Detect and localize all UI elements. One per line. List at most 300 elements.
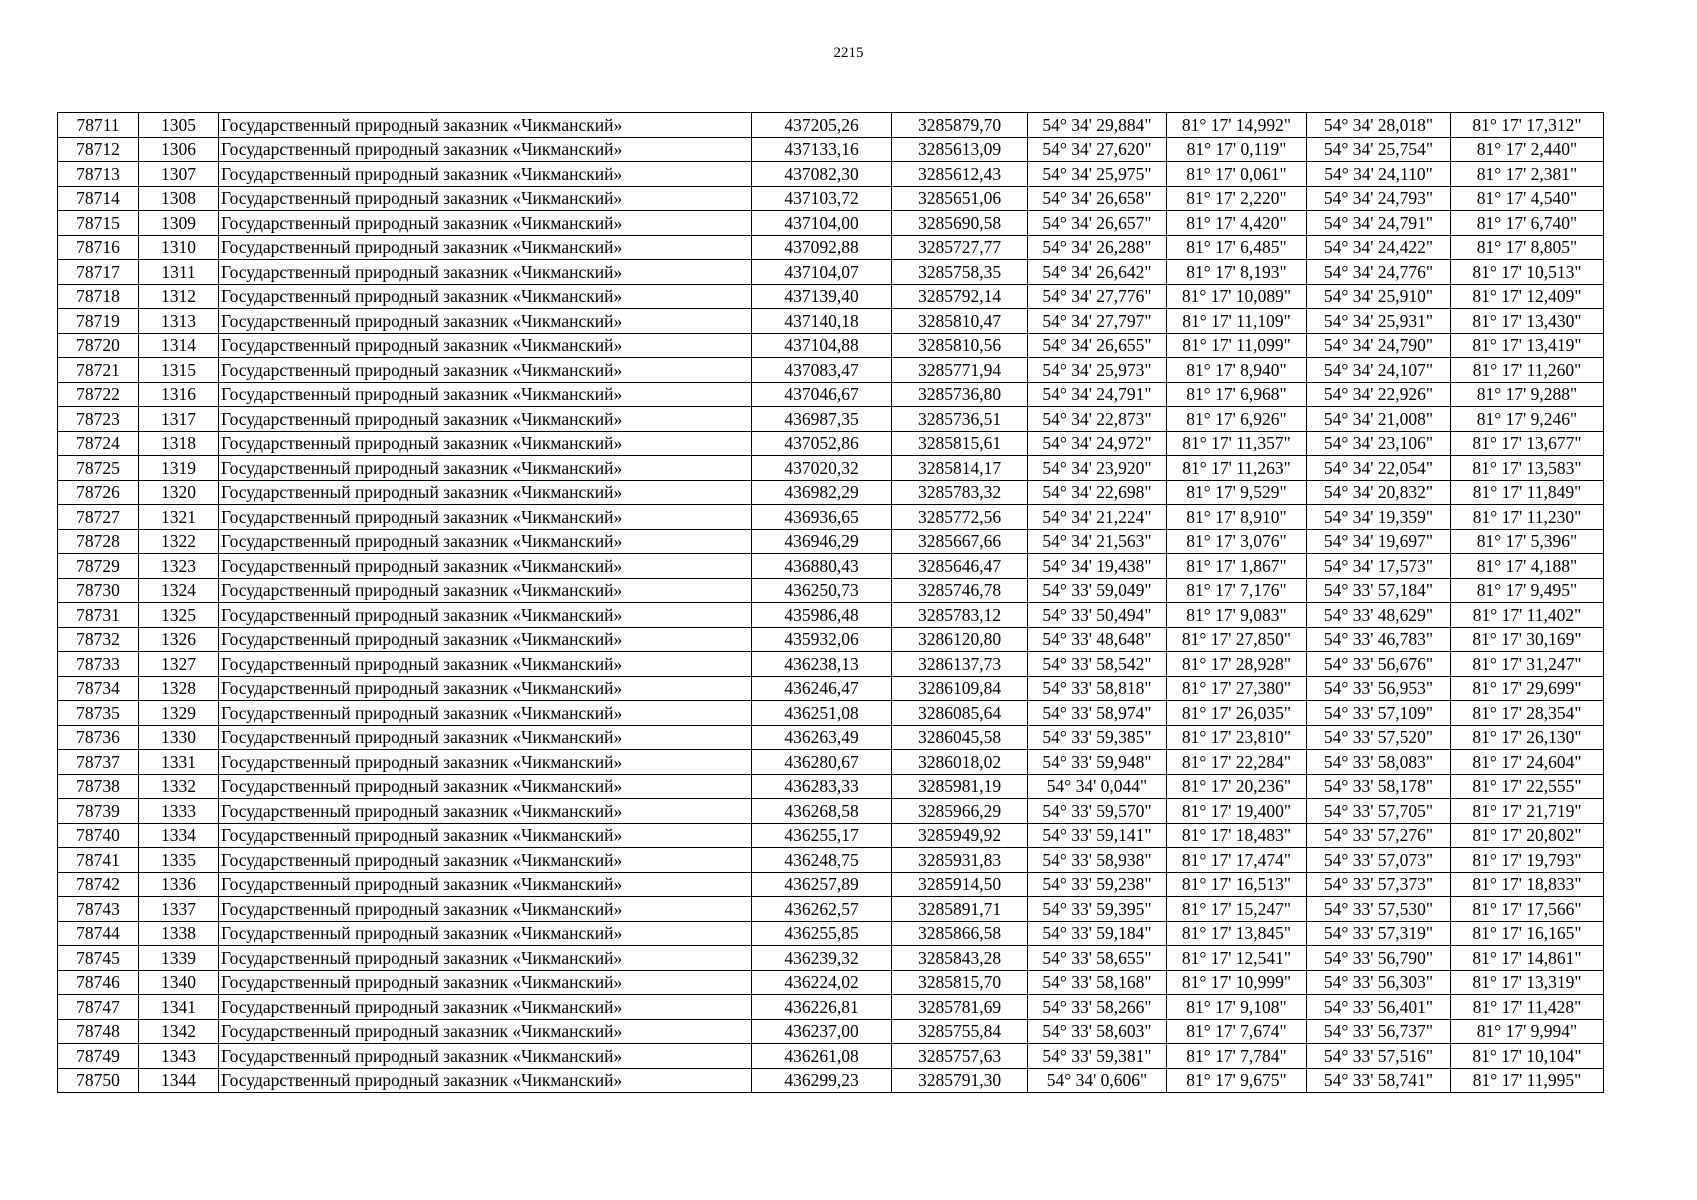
cell-object-name: Государственный природный заказник «Чикманский» [219, 627, 752, 652]
cell-record-number: 78718 [58, 284, 139, 309]
cell-coord-x: 435986,48 [752, 603, 892, 628]
cell-coord-x: 436280,67 [752, 750, 892, 775]
cell-latitude-2: 54° 34' 24,107" [1307, 358, 1451, 383]
cell-object-name: Государственный природный заказник «Чикманский» [219, 260, 752, 285]
cell-coord-y: 3286137,73 [892, 652, 1028, 677]
table-row [58, 701, 1604, 726]
cell-latitude-2: 54° 33' 57,073" [1307, 848, 1451, 873]
cell-point-number: 1311 [139, 260, 219, 285]
cell-longitude-2: 81° 17' 31,247" [1451, 652, 1604, 677]
cell-longitude-2: 81° 17' 13,430" [1451, 309, 1604, 334]
cell-latitude-1: 54° 33' 59,381" [1028, 1044, 1167, 1069]
cell-point-number: 1334 [139, 823, 219, 848]
table-row [58, 407, 1604, 432]
cell-record-number: 78723 [58, 407, 139, 432]
cell-record-number: 78721 [58, 358, 139, 383]
cell-coord-y: 3285746,78 [892, 578, 1028, 603]
cell-coord-y: 3285771,94 [892, 358, 1028, 383]
cell-coord-x: 436299,23 [752, 1068, 892, 1093]
cell-point-number: 1343 [139, 1044, 219, 1069]
cell-latitude-2: 54° 33' 57,109" [1307, 701, 1451, 726]
cell-longitude-1: 81° 17' 28,928" [1167, 652, 1307, 677]
cell-object-name: Государственный природный заказник «Чикманский» [219, 946, 752, 971]
cell-object-name: Государственный природный заказник «Чикманский» [219, 897, 752, 922]
cell-longitude-2: 81° 17' 11,402" [1451, 603, 1604, 628]
cell-point-number: 1324 [139, 578, 219, 603]
cell-latitude-2: 54° 34' 28,018" [1307, 113, 1451, 138]
cell-longitude-1: 81° 17' 6,926" [1167, 407, 1307, 432]
cell-object-name: Государственный природный заказник «Чикманский» [219, 480, 752, 505]
table-row [58, 505, 1604, 530]
table-row [58, 872, 1604, 897]
cell-latitude-2: 54° 33' 57,516" [1307, 1044, 1451, 1069]
table-row [58, 456, 1604, 481]
cell-longitude-2: 81° 17' 9,994" [1451, 1019, 1604, 1044]
cell-coord-x: 437092,88 [752, 235, 892, 260]
cell-longitude-1: 81° 17' 23,810" [1167, 725, 1307, 750]
cell-record-number: 78716 [58, 235, 139, 260]
cell-latitude-2: 54° 33' 57,373" [1307, 872, 1451, 897]
cell-longitude-2: 81° 17' 9,246" [1451, 407, 1604, 432]
cell-coord-x: 437104,00 [752, 211, 892, 236]
cell-longitude-1: 81° 17' 8,193" [1167, 260, 1307, 285]
cell-coord-x: 437052,86 [752, 431, 892, 456]
cell-coord-x: 437046,67 [752, 382, 892, 407]
cell-latitude-1: 54° 33' 58,168" [1028, 970, 1167, 995]
cell-longitude-1: 81° 17' 19,400" [1167, 799, 1307, 824]
page-number: 2215 [833, 45, 864, 61]
cell-point-number: 1325 [139, 603, 219, 628]
table-row [58, 480, 1604, 505]
cell-latitude-2: 54° 33' 56,790" [1307, 946, 1451, 971]
cell-latitude-2: 54° 34' 24,422" [1307, 235, 1451, 260]
cell-point-number: 1314 [139, 333, 219, 358]
cell-object-name: Государственный природный заказник «Чикманский» [219, 456, 752, 481]
cell-record-number: 78750 [58, 1068, 139, 1093]
cell-record-number: 78745 [58, 946, 139, 971]
cell-longitude-1: 81° 17' 4,420" [1167, 211, 1307, 236]
cell-latitude-1: 54° 33' 59,184" [1028, 921, 1167, 946]
cell-latitude-1: 54° 33' 58,974" [1028, 701, 1167, 726]
table-row [58, 603, 1604, 628]
cell-object-name: Государственный природный заказник «Чикманский» [219, 1044, 752, 1069]
cell-longitude-1: 81° 17' 22,284" [1167, 750, 1307, 775]
cell-coord-y: 3285891,71 [892, 897, 1028, 922]
cell-longitude-2: 81° 17' 9,288" [1451, 382, 1604, 407]
table-row [58, 1044, 1604, 1069]
cell-longitude-2: 81° 17' 12,409" [1451, 284, 1604, 309]
cell-longitude-1: 81° 17' 7,674" [1167, 1019, 1307, 1044]
cell-longitude-1: 81° 17' 0,061" [1167, 162, 1307, 187]
cell-longitude-1: 81° 17' 20,236" [1167, 774, 1307, 799]
cell-point-number: 1333 [139, 799, 219, 824]
table-row [58, 676, 1604, 701]
cell-latitude-2: 54° 34' 19,359" [1307, 505, 1451, 530]
cell-coord-y: 3285755,84 [892, 1019, 1028, 1044]
table-row [58, 529, 1604, 554]
cell-record-number: 78737 [58, 750, 139, 775]
cell-point-number: 1310 [139, 235, 219, 260]
cell-longitude-2: 81° 17' 13,583" [1451, 456, 1604, 481]
cell-longitude-2: 81° 17' 6,740" [1451, 211, 1604, 236]
cell-point-number: 1327 [139, 652, 219, 677]
cell-object-name: Государственный природный заказник «Чикманский» [219, 358, 752, 383]
cell-latitude-1: 54° 34' 19,438" [1028, 554, 1167, 579]
cell-longitude-2: 81° 17' 11,849" [1451, 480, 1604, 505]
cell-latitude-2: 54° 33' 48,629" [1307, 603, 1451, 628]
cell-object-name: Государственный природный заказник «Чикманский» [219, 529, 752, 554]
cell-coord-y: 3285781,69 [892, 995, 1028, 1020]
cell-latitude-1: 54° 33' 59,238" [1028, 872, 1167, 897]
cell-object-name: Государственный природный заказник «Чикманский» [219, 970, 752, 995]
cell-coord-y: 3285879,70 [892, 113, 1028, 138]
cell-record-number: 78725 [58, 456, 139, 481]
cell-longitude-2: 81° 17' 17,566" [1451, 897, 1604, 922]
cell-longitude-2: 81° 17' 5,396" [1451, 529, 1604, 554]
cell-latitude-2: 54° 34' 23,106" [1307, 431, 1451, 456]
table-row [58, 823, 1604, 848]
cell-latitude-1: 54° 34' 27,776" [1028, 284, 1167, 309]
cell-longitude-2: 81° 17' 10,513" [1451, 260, 1604, 285]
cell-object-name: Государственный природный заказник «Чикманский» [219, 137, 752, 162]
cell-latitude-2: 54° 34' 25,910" [1307, 284, 1451, 309]
cell-point-number: 1330 [139, 725, 219, 750]
table-row [58, 652, 1604, 677]
cell-object-name: Государственный природный заказник «Чикманский» [219, 505, 752, 530]
cell-object-name: Государственный природный заказник «Чикманский» [219, 799, 752, 824]
table-row [58, 897, 1604, 922]
table-row [58, 970, 1604, 995]
cell-coord-y: 3285646,47 [892, 554, 1028, 579]
cell-longitude-1: 81° 17' 11,099" [1167, 333, 1307, 358]
cell-coord-y: 3285736,51 [892, 407, 1028, 432]
cell-coord-x: 436268,58 [752, 799, 892, 824]
coordinates-table [57, 112, 1604, 1093]
table-body [58, 113, 1604, 1093]
cell-latitude-1: 54° 34' 24,972" [1028, 431, 1167, 456]
cell-longitude-1: 81° 17' 11,357" [1167, 431, 1307, 456]
cell-latitude-1: 54° 34' 21,224" [1028, 505, 1167, 530]
cell-object-name: Государственный природный заказник «Чикманский» [219, 1019, 752, 1044]
cell-latitude-2: 54° 34' 17,573" [1307, 554, 1451, 579]
cell-coord-y: 3285612,43 [892, 162, 1028, 187]
cell-object-name: Государственный природный заказник «Чикманский» [219, 774, 752, 799]
cell-coord-y: 3285690,58 [892, 211, 1028, 236]
cell-latitude-2: 54° 33' 58,083" [1307, 750, 1451, 775]
cell-point-number: 1329 [139, 701, 219, 726]
cell-object-name: Государственный природный заказник «Чикманский» [219, 823, 752, 848]
cell-latitude-2: 54° 34' 24,791" [1307, 211, 1451, 236]
cell-coord-y: 3285966,29 [892, 799, 1028, 824]
cell-latitude-1: 54° 34' 25,973" [1028, 358, 1167, 383]
cell-point-number: 1317 [139, 407, 219, 432]
cell-record-number: 78738 [58, 774, 139, 799]
cell-longitude-2: 81° 17' 16,165" [1451, 921, 1604, 946]
cell-longitude-2: 81° 17' 13,677" [1451, 431, 1604, 456]
cell-point-number: 1309 [139, 211, 219, 236]
cell-object-name: Государственный природный заказник «Чикманский» [219, 554, 752, 579]
cell-latitude-1: 54° 33' 50,494" [1028, 603, 1167, 628]
cell-coord-y: 3285931,83 [892, 848, 1028, 873]
cell-coord-y: 3285814,17 [892, 456, 1028, 481]
cell-point-number: 1326 [139, 627, 219, 652]
cell-record-number: 78733 [58, 652, 139, 677]
cell-latitude-2: 54° 33' 57,530" [1307, 897, 1451, 922]
cell-coord-x: 436936,65 [752, 505, 892, 530]
table-row [58, 211, 1604, 236]
cell-coord-x: 436255,17 [752, 823, 892, 848]
cell-coord-y: 3286085,64 [892, 701, 1028, 726]
cell-coord-x: 435932,06 [752, 627, 892, 652]
cell-longitude-1: 81° 17' 18,483" [1167, 823, 1307, 848]
cell-record-number: 78728 [58, 529, 139, 554]
cell-point-number: 1307 [139, 162, 219, 187]
cell-latitude-1: 54° 33' 58,818" [1028, 676, 1167, 701]
cell-record-number: 78743 [58, 897, 139, 922]
cell-coord-x: 436246,47 [752, 676, 892, 701]
cell-longitude-1: 81° 17' 17,474" [1167, 848, 1307, 873]
cell-coord-y: 3285758,35 [892, 260, 1028, 285]
table-row [58, 725, 1604, 750]
table-row [58, 554, 1604, 579]
cell-coord-x: 437103,72 [752, 186, 892, 211]
cell-longitude-1: 81° 17' 2,220" [1167, 186, 1307, 211]
cell-record-number: 78736 [58, 725, 139, 750]
cell-coord-y: 3285949,92 [892, 823, 1028, 848]
cell-coord-y: 3285792,14 [892, 284, 1028, 309]
cell-latitude-1: 54° 34' 22,873" [1028, 407, 1167, 432]
cell-point-number: 1321 [139, 505, 219, 530]
cell-latitude-1: 54° 34' 23,920" [1028, 456, 1167, 481]
cell-record-number: 78726 [58, 480, 139, 505]
cell-latitude-2: 54° 33' 56,303" [1307, 970, 1451, 995]
cell-latitude-1: 54° 34' 27,620" [1028, 137, 1167, 162]
cell-point-number: 1344 [139, 1068, 219, 1093]
cell-record-number: 78740 [58, 823, 139, 848]
cell-latitude-1: 54° 33' 48,648" [1028, 627, 1167, 652]
cell-object-name: Государственный природный заказник «Чикманский» [219, 848, 752, 873]
cell-record-number: 78714 [58, 186, 139, 211]
cell-latitude-1: 54° 33' 59,049" [1028, 578, 1167, 603]
cell-coord-x: 436226,81 [752, 995, 892, 1020]
cell-coord-y: 3285667,66 [892, 529, 1028, 554]
cell-longitude-2: 81° 17' 8,805" [1451, 235, 1604, 260]
table-row [58, 382, 1604, 407]
cell-point-number: 1323 [139, 554, 219, 579]
cell-latitude-2: 54° 33' 57,705" [1307, 799, 1451, 824]
cell-point-number: 1305 [139, 113, 219, 138]
cell-longitude-1: 81° 17' 0,119" [1167, 137, 1307, 162]
cell-longitude-1: 81° 17' 8,910" [1167, 505, 1307, 530]
cell-coord-y: 3285810,56 [892, 333, 1028, 358]
cell-latitude-1: 54° 33' 58,603" [1028, 1019, 1167, 1044]
cell-longitude-1: 81° 17' 3,076" [1167, 529, 1307, 554]
table-row [58, 946, 1604, 971]
cell-longitude-1: 81° 17' 11,109" [1167, 309, 1307, 334]
cell-record-number: 78730 [58, 578, 139, 603]
cell-coord-y: 3285783,12 [892, 603, 1028, 628]
cell-coord-y: 3285727,77 [892, 235, 1028, 260]
cell-coord-x: 436987,35 [752, 407, 892, 432]
cell-longitude-1: 81° 17' 27,850" [1167, 627, 1307, 652]
cell-latitude-1: 54° 34' 0,606" [1028, 1068, 1167, 1093]
cell-coord-y: 3286109,84 [892, 676, 1028, 701]
cell-latitude-1: 54° 34' 26,642" [1028, 260, 1167, 285]
cell-object-name: Государственный природный заказник «Чикманский» [219, 995, 752, 1020]
cell-record-number: 78712 [58, 137, 139, 162]
cell-coord-x: 437082,30 [752, 162, 892, 187]
cell-record-number: 78719 [58, 309, 139, 334]
cell-latitude-1: 54° 33' 59,395" [1028, 897, 1167, 922]
cell-record-number: 78731 [58, 603, 139, 628]
cell-point-number: 1332 [139, 774, 219, 799]
cell-coord-y: 3285651,06 [892, 186, 1028, 211]
cell-latitude-2: 54° 34' 25,931" [1307, 309, 1451, 334]
table-row [58, 995, 1604, 1020]
cell-longitude-1: 81° 17' 26,035" [1167, 701, 1307, 726]
cell-longitude-1: 81° 17' 7,176" [1167, 578, 1307, 603]
cell-record-number: 78747 [58, 995, 139, 1020]
cell-record-number: 78739 [58, 799, 139, 824]
cell-record-number: 78724 [58, 431, 139, 456]
cell-object-name: Государственный природный заказник «Чикманский» [219, 162, 752, 187]
cell-longitude-1: 81° 17' 6,968" [1167, 382, 1307, 407]
cell-coord-x: 436982,29 [752, 480, 892, 505]
cell-longitude-2: 81° 17' 21,719" [1451, 799, 1604, 824]
cell-record-number: 78732 [58, 627, 139, 652]
cell-coord-y: 3286120,80 [892, 627, 1028, 652]
cell-point-number: 1335 [139, 848, 219, 873]
cell-longitude-1: 81° 17' 9,675" [1167, 1068, 1307, 1093]
cell-coord-y: 3285866,58 [892, 921, 1028, 946]
cell-coord-y: 3285843,28 [892, 946, 1028, 971]
cell-coord-y: 3285810,47 [892, 309, 1028, 334]
cell-latitude-1: 54° 33' 58,542" [1028, 652, 1167, 677]
cell-longitude-1: 81° 17' 6,485" [1167, 235, 1307, 260]
cell-object-name: Государственный природный заказник «Чикманский» [219, 333, 752, 358]
cell-record-number: 78715 [58, 211, 139, 236]
cell-longitude-2: 81° 17' 13,319" [1451, 970, 1604, 995]
cell-object-name: Государственный природный заказник «Чикманский» [219, 701, 752, 726]
cell-point-number: 1319 [139, 456, 219, 481]
cell-object-name: Государственный природный заказник «Чикманский» [219, 382, 752, 407]
cell-record-number: 78734 [58, 676, 139, 701]
cell-point-number: 1342 [139, 1019, 219, 1044]
cell-object-name: Государственный природный заказник «Чикманский» [219, 676, 752, 701]
table-row [58, 137, 1604, 162]
cell-longitude-1: 81° 17' 1,867" [1167, 554, 1307, 579]
cell-longitude-1: 81° 17' 10,999" [1167, 970, 1307, 995]
cell-longitude-1: 81° 17' 8,940" [1167, 358, 1307, 383]
cell-longitude-2: 81° 17' 17,312" [1451, 113, 1604, 138]
cell-latitude-1: 54° 34' 26,655" [1028, 333, 1167, 358]
table-row [58, 750, 1604, 775]
cell-latitude-2: 54° 33' 57,184" [1307, 578, 1451, 603]
cell-record-number: 78744 [58, 921, 139, 946]
cell-latitude-2: 54° 34' 21,008" [1307, 407, 1451, 432]
table-row [58, 235, 1604, 260]
cell-longitude-2: 81° 17' 2,440" [1451, 137, 1604, 162]
cell-object-name: Государственный природный заказник «Чикманский» [219, 921, 752, 946]
table-row [58, 627, 1604, 652]
cell-record-number: 78735 [58, 701, 139, 726]
cell-latitude-2: 54° 33' 58,741" [1307, 1068, 1451, 1093]
cell-object-name: Государственный природный заказник «Чикманский» [219, 652, 752, 677]
cell-latitude-2: 54° 34' 20,832" [1307, 480, 1451, 505]
cell-longitude-2: 81° 17' 10,104" [1451, 1044, 1604, 1069]
cell-object-name: Государственный природный заказник «Чикманский» [219, 431, 752, 456]
cell-point-number: 1337 [139, 897, 219, 922]
cell-point-number: 1312 [139, 284, 219, 309]
table-row [58, 921, 1604, 946]
cell-longitude-1: 81° 17' 9,529" [1167, 480, 1307, 505]
cell-point-number: 1322 [139, 529, 219, 554]
cell-latitude-2: 54° 33' 56,737" [1307, 1019, 1451, 1044]
table-row [58, 431, 1604, 456]
cell-coord-y: 3285736,80 [892, 382, 1028, 407]
cell-record-number: 78748 [58, 1019, 139, 1044]
cell-coord-x: 437104,07 [752, 260, 892, 285]
cell-latitude-1: 54° 34' 0,044" [1028, 774, 1167, 799]
cell-latitude-1: 54° 33' 59,570" [1028, 799, 1167, 824]
cell-latitude-1: 54° 34' 25,975" [1028, 162, 1167, 187]
cell-coord-x: 437139,40 [752, 284, 892, 309]
cell-coord-x: 436255,85 [752, 921, 892, 946]
cell-coord-x: 437205,26 [752, 113, 892, 138]
table-row [58, 848, 1604, 873]
table-row [58, 284, 1604, 309]
cell-latitude-1: 54° 34' 26,658" [1028, 186, 1167, 211]
cell-record-number: 78722 [58, 382, 139, 407]
cell-latitude-2: 54° 33' 57,276" [1307, 823, 1451, 848]
cell-coord-y: 3285815,70 [892, 970, 1028, 995]
cell-coord-y: 3285772,56 [892, 505, 1028, 530]
cell-longitude-1: 81° 17' 10,089" [1167, 284, 1307, 309]
cell-latitude-2: 54° 34' 24,793" [1307, 186, 1451, 211]
cell-coord-y: 3285981,19 [892, 774, 1028, 799]
table-row [58, 578, 1604, 603]
cell-object-name: Государственный природный заказник «Чикманский» [219, 309, 752, 334]
cell-latitude-2: 54° 33' 57,319" [1307, 921, 1451, 946]
cell-longitude-2: 81° 17' 9,495" [1451, 578, 1604, 603]
cell-coord-x: 437104,88 [752, 333, 892, 358]
cell-coord-x: 436946,29 [752, 529, 892, 554]
cell-longitude-1: 81° 17' 9,083" [1167, 603, 1307, 628]
cell-latitude-1: 54° 33' 59,385" [1028, 725, 1167, 750]
cell-object-name: Государственный природный заказник «Чикманский» [219, 750, 752, 775]
cell-latitude-1: 54° 34' 21,563" [1028, 529, 1167, 554]
cell-object-name: Государственный природный заказник «Чикманский» [219, 113, 752, 138]
cell-point-number: 1340 [139, 970, 219, 995]
cell-point-number: 1339 [139, 946, 219, 971]
cell-coord-x: 436250,73 [752, 578, 892, 603]
cell-latitude-1: 54° 34' 24,791" [1028, 382, 1167, 407]
cell-point-number: 1315 [139, 358, 219, 383]
cell-object-name: Государственный природный заказник «Чикманский» [219, 578, 752, 603]
cell-record-number: 78729 [58, 554, 139, 579]
cell-latitude-2: 54° 33' 58,178" [1307, 774, 1451, 799]
cell-latitude-2: 54° 33' 56,676" [1307, 652, 1451, 677]
cell-point-number: 1331 [139, 750, 219, 775]
cell-record-number: 78749 [58, 1044, 139, 1069]
table-row [58, 333, 1604, 358]
table-row [58, 113, 1604, 138]
cell-object-name: Государственный природный заказник «Чикманский» [219, 872, 752, 897]
cell-object-name: Государственный природный заказник «Чикманский» [219, 186, 752, 211]
cell-coord-y: 3285791,30 [892, 1068, 1028, 1093]
cell-record-number: 78741 [58, 848, 139, 873]
cell-longitude-2: 81° 17' 11,995" [1451, 1068, 1604, 1093]
